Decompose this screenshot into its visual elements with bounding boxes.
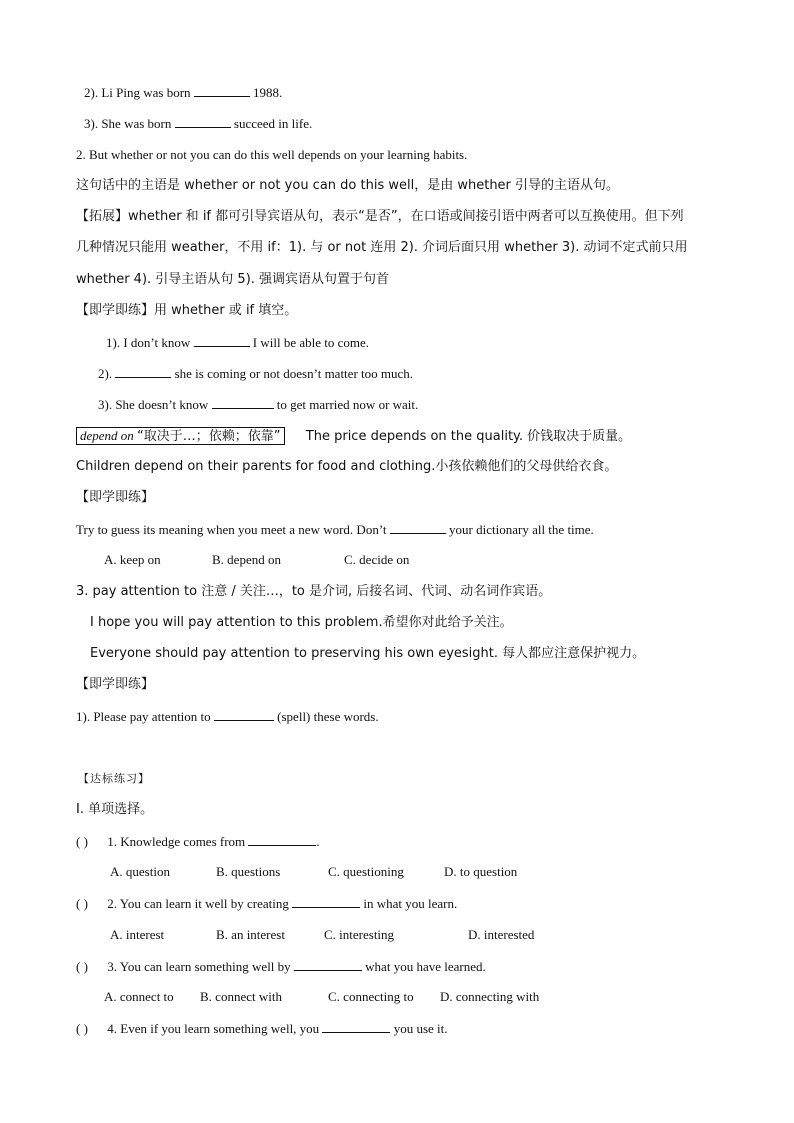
explanation: 这句话中的主语是 whether or not you can do this well，是由 whether 引导的主语从句。 [76, 178, 620, 193]
answer-blank[interactable] [194, 84, 250, 97]
option-c[interactable]: C. decide on [344, 552, 410, 567]
question-text: in what you learn. [363, 896, 458, 911]
answer-blank[interactable] [214, 708, 274, 721]
answer-blank[interactable] [175, 115, 231, 128]
question-text: (spell) these words. [277, 709, 379, 724]
exercise-line [76, 521, 594, 538]
example-sentence: The price depends on the quality. 价钱取决于质量。 [305, 429, 632, 444]
vocab-meaning: “取决于…；依赖；依靠” [137, 429, 281, 444]
question-text: 1. Knowledge comes from [107, 834, 246, 849]
exercise-line [84, 84, 282, 101]
practice-heading: 【即学即练】 [76, 490, 155, 505]
vocab-line [76, 427, 631, 445]
answer-paren[interactable]: ( ) [76, 959, 88, 974]
option-c[interactable]: C. interesting [324, 927, 395, 942]
question-row [76, 895, 457, 912]
question-text: your dictionary all the time. [449, 522, 594, 537]
option-a[interactable]: A. connect to [104, 989, 174, 1004]
answer-blank[interactable] [212, 396, 274, 409]
extension-line: whether 4). 引导主语从句 5). 强调宾语从句置于句首 [76, 272, 390, 287]
answer-blank[interactable] [294, 958, 362, 971]
question-text: 2. You can learn it well by creating [107, 896, 289, 911]
question-text: 3). She doesn’t know [98, 397, 209, 412]
exercise-line [98, 396, 418, 413]
question-text: . [316, 834, 320, 849]
option-d[interactable]: D. connecting with [440, 989, 540, 1004]
answer-blank[interactable] [292, 895, 360, 908]
question-text: what you have learned. [365, 959, 486, 974]
option-d[interactable]: D. interested [468, 927, 535, 942]
example-sentence: Children depend on their parents for food and clothing.小孩依赖他们的父母供给衣食。 [76, 459, 618, 474]
part-heading: I. 单项选择。 [76, 802, 154, 817]
question-text: 3). She was born [84, 116, 172, 131]
extension-line: 几种情况只能用 weather，不用 if：1). 与 or not 连用 2). 介词后面只用 whether 3). 动词不定式前只用 [76, 240, 688, 255]
question-text: to get married now or wait. [276, 397, 419, 412]
option-b[interactable]: B. depend on [212, 552, 281, 567]
option-a[interactable]: A. interest [110, 927, 165, 942]
question-text: I will be able to come. [252, 335, 370, 350]
answer-blank[interactable] [390, 521, 446, 534]
answer-blank[interactable] [194, 334, 250, 347]
exercise-title: 【达标练习】 [78, 772, 150, 785]
answer-paren[interactable]: ( ) [76, 834, 88, 849]
question-text: 2). Li Ping was born [84, 85, 191, 100]
question-text: 2). [98, 366, 113, 381]
option-b[interactable]: B. an interest [216, 927, 285, 942]
exercise-line [76, 708, 379, 725]
question-text: 1). I don’t know [106, 335, 191, 350]
example-sentence: I hope you will pay attention to this problem.希望你对此给予关注。 [90, 615, 513, 630]
exercise-line [106, 334, 369, 351]
question-row [76, 833, 320, 850]
question-text: succeed in life. [233, 116, 313, 131]
question-text: 1988. [253, 85, 283, 100]
section-heading: 3. pay attention to 注意 / 关注…，to 是介词, 后接名词、代词、动名词作宾语。 [76, 584, 552, 599]
question-text: Try to guess its meaning when you meet a new word. Don’t [76, 522, 387, 537]
answer-paren[interactable]: ( ) [76, 1021, 88, 1036]
option-c[interactable]: C. connecting to [328, 989, 414, 1004]
question-row [76, 958, 486, 975]
question-text: 4. Even if you learn something well, you [107, 1021, 320, 1036]
option-c[interactable]: C. questioning [328, 864, 404, 879]
answer-blank[interactable] [115, 365, 171, 378]
practice-heading: 【即学即练】 [76, 677, 155, 692]
answer-blank[interactable] [322, 1020, 390, 1033]
question-text: she is coming or not doesn’t matter too much. [174, 366, 414, 381]
option-a[interactable]: A. question [110, 864, 170, 879]
example-sentence: Everyone should pay attention to preserving his own eyesight. 每人都应注意保护视力。 [90, 646, 646, 661]
vocab-box [76, 427, 285, 445]
section-heading: 2. But whether or not you can do this well depends on your learning habits. [76, 147, 468, 162]
option-b[interactable]: B. connect with [200, 989, 282, 1004]
option-b[interactable]: B. questions [216, 864, 281, 879]
question-text: you use it. [393, 1021, 448, 1036]
practice-heading: 【即学即练】用 whether 或 if 填空。 [76, 303, 298, 318]
question-text: 3. You can learn something well by [107, 959, 291, 974]
vocab-term: depend on [80, 428, 134, 443]
answer-blank[interactable] [248, 833, 316, 846]
question-row [76, 1020, 448, 1037]
option-d[interactable]: D. to question [444, 864, 518, 879]
answer-paren[interactable]: ( ) [76, 896, 88, 911]
exercise-line [84, 115, 312, 132]
option-a[interactable]: A. keep on [104, 552, 161, 567]
exercise-line [98, 365, 413, 382]
extension-line: 【拓展】whether 和 if 都可引导宾语从句，表示“是否”，在口语或间接引语中两者可以互换使用。但下列 [76, 209, 684, 224]
question-text: 1). Please pay attention to [76, 709, 211, 724]
